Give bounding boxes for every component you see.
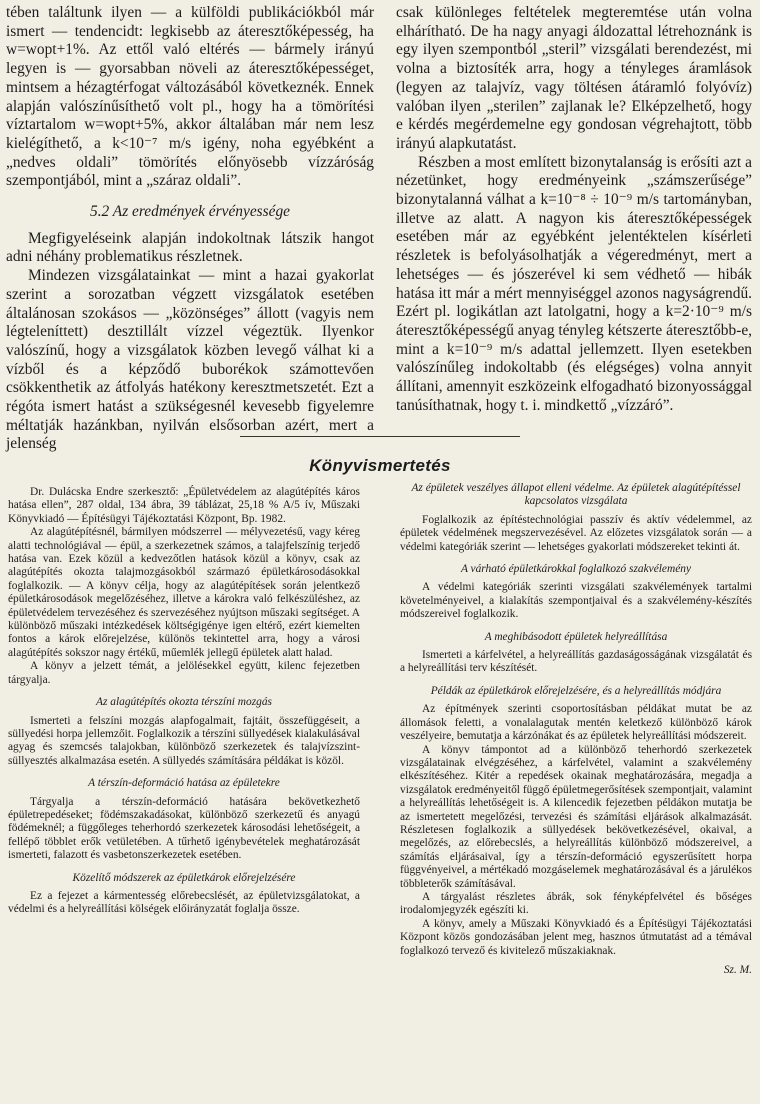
review-subheading: Az alagútépítés okozta térszíni mozgás [96, 696, 272, 709]
review-paragraph: Ismerteti a felszíni mozgás alapfogalmait, fajtáit, összefüggéseit, a süllyedési horpa jellemzőit. Foglalkozik a térszíni süllyedések kialakulásával agyag és szemcsés talajokban, különböző szerkezetek és talajvízszint-süllyesztés alkalmazása esetén. A süllyedés számítására példákat is közöl. [8, 714, 360, 767]
review-paragraph: Tárgyalja a térszín-deformáció hatására bekövetkezhető épületrepedéseket; födémszakadásokat, különböző szerkezetű és anyagú födémeknél; a függőleges teherhordó szerkezetek károsodási lehetőségeit, a fellépő többlet erők vetületében. A tűrhető igénybevételek meghatározását ismerteti, falazott és vasbetonszerkezetek esetében. [8, 795, 360, 862]
article-paragraph: Részben a most említett bizonytalanság is erősíti azt a nézetünket, hogy eredményeink „számszerűsége” bizonytalanná válhat a k=10⁻⁸ ÷ 10⁻⁹ m/s tartományban, illetve az alatt. A nagyon kis áteresztőképességek esetében már az egyébként jelentéktelen kísérleti részletek is befolyásolhatják a végeredményt, mert a lehetséges — és jószerével ki sem védhető — hibák hatása itt már a mért mennyiséggel azonos nagyságrendű. Ezért pl. logikátlan azt latolgatni, hogy a k=2·10⁻⁹ m/s áteresztőképességű anyag tényleg kétszerte áteresztőbb-e, mint a k=10⁻⁹ m/s adattal jellemzett. Ilyen esetekben valószínűleg indokoltabb (és elégséges) volna annyit állítani, amennyit eszközeink elfogadható bizonyossággal tanúsíthatnak, hogy t. i. mindkettő „vízzáró”. [396, 153, 752, 414]
review-column-right [400, 480, 752, 977]
book-citation: Dr. Dulácska Endre szerkesztő: „Épületvédelem az alagútépítés káros hatása ellen”, 287 oldal, 134 ábra, 39 táblázat, 25,18 % A/5 ív, Műszaki Könyvkiadó — Építésügyi Tájékoztatási Központ, Bp. 1982. [8, 486, 360, 525]
article-column-left [6, 4, 374, 454]
review-column-left [8, 486, 360, 917]
review-paragraph: Ez a fejezet a kármentesség előrebecslését, az épületvizsgálatokat, a védelmi és a helyreállítási kölségek előirányzatát foglalja össze. [8, 889, 360, 916]
article-paragraph: tében találtunk ilyen — a külföldi publikációkból már ismert — tendencidt: legkisebb az áteresztőképesség, ha w=wopt+1%. Az ettől való eltérés — bármely irányú legyen is — gyorsabban növeli az áteresztőképességet, mintsem a hézagtérfogat változásából következnék. Ennek alapján valószínűsíthető volt pl., hogy ha a tömörítési víztartalom w=wopt+5%, akkor általában már nem lesz kielégíthető, a k<10⁻⁷ m/s igény, noha egyébként a „nedves oldali” tömörítés előnyösebb vízzáróság szempontjából, mint a „száraz oldali”. [6, 4, 374, 190]
article-paragraph: Mindezen vizsgálatainkat — mint a hazai gyakorlat szerint a sorozatban végzett vizsgálatok esetében általánosan szokásos — „közönséges” állott (vagyis nem légteleníttett) desztillált vízzel végeztük. Ilyenkor valószínű, hogy a vizsgálatok közben levegő válhat ki a vízből és a képződő buborékok számottevően csökkenthetik az átfolyás hatékony keresztmetszetét. Ezt a régóta ismert hatást a szükségesnél kevesebb figyelemre méltatják hazánkban, nyilván elsősorban azért, mert a jelenség [6, 267, 374, 453]
article-column-right [396, 4, 752, 415]
review-paragraph: Az építmények szerinti csoportosításban példákat mutat be az állomások feletti, a vonalalagutak mentén keletkező különböző károk veszélyeire, bemutatja a kárzónákat és az épületek helyreállítási módszereit. [400, 703, 752, 743]
section-divider [240, 436, 520, 437]
review-subheading: Példák az épületkárok előrejelzésére, és a helyreállítás módjára [430, 684, 722, 697]
reviewer-signature: Sz. M. [723, 964, 752, 976]
review-subheading: Közelítő módszerek az épületkárok előrejelzésére [72, 871, 296, 884]
reviews-title: Könyvismertetés [309, 456, 451, 475]
review-paragraph: Foglalkozik az építéstechnológiai passzív és aktív védelemmel, az épületek védelmének megszervezésével. Az előzetes vizsgálatok során — a védelmi kategóriák szerint — lehetséges gyakorlati módszereket tekinti át. [400, 513, 752, 553]
review-paragraph: A könyv a jelzett témát, a jelölésekkel együtt, kilenc fejezetben tárgyalja. [8, 660, 360, 686]
review-subheading: Az épületek veszélyes állapot elleni védelme. Az épületek alagútépítéssel kapcsolatos vizsgálata [411, 482, 741, 508]
review-paragraph: A tárgyalást részletes ábrák, sok fényképfelvétel és bőséges irodalomjegyzék egészíti ki. [400, 890, 752, 917]
section-heading: 5.2 Az eredmények érvényessége [90, 203, 290, 221]
review-subheading: A meghibásodott épületek helyreállítása [484, 630, 668, 643]
review-subheading: A térszín-deformáció hatása az épületekre [88, 777, 280, 790]
review-paragraph: A könyv támpontot ad a különböző teherhordó szerkezetek vizsgálatainak elvégzéséhez, a kárfelvétel, valamint a szakvélemény elkészítéséhez. Kitér a repedések okainak meghatározására, megadja a vizsgálatok eredményeitől függő épületmegerősítések szempontjait, valamint a helyreállítás lehetőségeit is. A kilencedik fejezetben példákon mutatja be az ismertetett megelőzési, tervezési és számítási eljárások alkalmazását. Részletesen foglalkozik a süllyedések bekövetkezésével, okaival, a megelőzés, az előrebecslés, a helyreállítás különböző módszereivel, a számítás eljárásaival, így a térszín-deformáció egyszerűsített horpa függvényeivel, a mértékadó mozgáselemek meghatározásával és a járulékos többleterők számításával. [400, 743, 752, 890]
review-paragraph: A védelmi kategóriák szerinti vizsgálati szakvélemények tartalmi követelményeivel, a kialakítás szempontjaival és a szakvélemény-készítés módszereivel foglalkozik. [400, 581, 752, 621]
review-paragraph: Ismerteti a kárfelvétel, a helyreállítás gazdaságosságának vizsgálatát és a helyreállítási terv készítését. [400, 649, 752, 675]
article-paragraph: csak különleges feltételek megteremtése után volna elhárítható. De ha nagy anyagi áldozattal létrehoznánk is egy ilyen szempontból „steril” vizsgálati berendezést, mi volna a biztosíték arra, hogy a tényleges áramlások (legyen az talajvíz, vagy töltésen átáramló folyóvíz) valóban ilyen „sterilen” zajlanak le? Elképzelhető, hogy e kérdés megérdemelne egy gondosan végrehajtott, több irányú alapkutatást. [396, 4, 752, 152]
review-paragraph: A könyv, amely a Műszaki Könyvkiadó és a Építésügyi Tájékoztatási Központ közös gondozásában jelent meg, hasznos útmutatást ad a témával foglalkozó tervező és kivitelező műszakiaknak. [400, 917, 752, 957]
review-paragraph: Az alagútépítésnél, bármilyen módszerrel — mélyvezetésű, vagy kéreg alatti technológiával — épül, a szerkezetnek számos, a talajfelszínig terjedő hatása van. Ezek közül a kedvezőtlen hatások közül a könyv, csak az alagútépítés okozta talajmozgásokból származó épületkárosodásokkal foglalkozik. — A könyv célja, hogy az alagútépítések során jelentkező épületkárosodások megelőzéséhez, illetve a károkra való felkészüléshez, az épületvédelem tervezéséhez és szervezéséhez nyújtson műszaki segítséget. A különböző műszaki intézkedések költségigénye igen eltérő, ezért kiemelten fontos a károk előrejelzése, különös tekintettel arra, hogy a városi alagútépítés sokszor nagy értékű, műemlék jellegű épületek alatt halad. [8, 526, 360, 659]
article-paragraph: Megfigyeléseink alapján indokoltnak látszik hangot adni néhány problematikus részletnek. [6, 229, 374, 266]
review-subheading: A várható épületkárokkal foglalkozó szakvélemény [460, 563, 692, 576]
